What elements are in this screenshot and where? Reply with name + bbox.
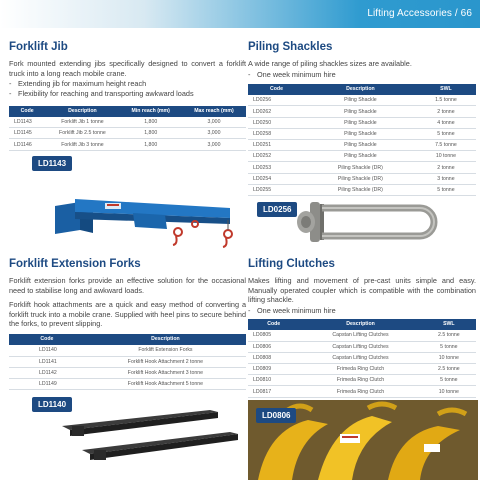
- table-cell: Forklift Hook Attachment 2 tonne: [85, 356, 246, 367]
- table-row: [248, 95, 476, 106]
- table-cell: Capstan Lifting Clutches: [299, 352, 421, 363]
- extension-forks-image: [60, 404, 240, 466]
- bullet-list: [9, 79, 246, 99]
- table-row: [248, 140, 476, 151]
- table-cell: 1,800: [120, 117, 182, 128]
- table-cell: LD1140: [9, 345, 85, 356]
- column-header: Description: [45, 106, 119, 117]
- bullet-item: - One week minimum hire: [248, 306, 476, 316]
- table-cell: Piling Shackle (DR): [305, 162, 416, 173]
- table-cell: LD0810: [248, 375, 299, 386]
- table-cell: LD0805: [248, 330, 299, 341]
- table-cell: 5 tonne: [422, 341, 476, 352]
- table-cell: Forklift Jib 3 tonne: [45, 139, 119, 150]
- table-row: [9, 356, 246, 367]
- table-header-row: [9, 334, 246, 345]
- table-row: [248, 184, 476, 195]
- column-header: Min reach (mm): [120, 106, 182, 117]
- product-code-badge: LD1140: [32, 397, 72, 412]
- extension-forks-section: [9, 258, 246, 390]
- section-title: Lifting Clutches: [248, 258, 335, 270]
- column-header: Max reach (mm): [182, 106, 246, 117]
- table-row: [248, 173, 476, 184]
- table-cell: Frimeda Ring Clutch: [299, 375, 421, 386]
- table-row: [248, 128, 476, 139]
- table-row: [9, 367, 246, 378]
- extension-table: [9, 334, 246, 390]
- table-cell: 1,800: [120, 139, 182, 150]
- table-cell: 1.5 tonne: [416, 95, 476, 106]
- table-row: [9, 379, 246, 390]
- table-cell: Piling Shackle: [305, 151, 416, 162]
- table-cell: LD1143: [9, 117, 45, 128]
- forklift-jib-section: [9, 41, 246, 151]
- table-cell: 3,000: [182, 117, 246, 128]
- column-header: Description: [305, 84, 416, 95]
- table-cell: 2 tonne: [416, 162, 476, 173]
- table-cell: LD0806: [248, 341, 299, 352]
- table-row: [9, 128, 246, 139]
- table-cell: Piling Shackle: [305, 106, 416, 117]
- table-cell: LD1142: [9, 367, 85, 378]
- section-paragraph: Forklift extension forks provide an effective solution for the occasional need to stabilise long and awkward loads.: [9, 276, 246, 295]
- table-cell: LD1145: [9, 128, 45, 139]
- piling-shackles-section: [248, 41, 476, 196]
- table-cell: Piling Shackle (DR): [305, 173, 416, 184]
- section-title: Forklift Extension Forks: [9, 258, 141, 270]
- table-cell: LD0254: [248, 173, 305, 184]
- table-cell: 5 tonne: [416, 184, 476, 195]
- column-header: Code: [9, 334, 85, 345]
- table-cell: LD1146: [9, 139, 45, 150]
- table-cell: Forklift Jib 2.5 tonne: [45, 128, 119, 139]
- shackles-table: [248, 84, 476, 196]
- table-cell: LD0251: [248, 140, 305, 151]
- product-code-badge: LD1143: [32, 156, 72, 171]
- table-cell: Piling Shackle: [305, 95, 416, 106]
- table-cell: Piling Shackle: [305, 117, 416, 128]
- column-header: Description: [85, 334, 246, 345]
- table-row: [248, 162, 476, 173]
- table-cell: Piling Shackle: [305, 128, 416, 139]
- table-cell: Forklift Extension Forks: [85, 345, 246, 356]
- section-title: Piling Shackles: [248, 41, 333, 53]
- product-code-badge: LD0806: [256, 408, 296, 423]
- table-row: [9, 345, 246, 356]
- bullet-item: - Flexibility for reaching and transporting awkward loads: [9, 89, 246, 99]
- table-cell: 2.5 tonne: [422, 364, 476, 375]
- table-header-row: [9, 106, 246, 117]
- table-cell: 3,000: [182, 139, 246, 150]
- table-cell: 1,800: [120, 128, 182, 139]
- bullet-item: - One week minimum hire: [248, 70, 476, 80]
- column-header: Code: [9, 106, 45, 117]
- bullet-list: [248, 70, 476, 80]
- table-cell: 4 tonne: [416, 117, 476, 128]
- table-cell: LD0817: [248, 386, 299, 397]
- bullet-item: - Extending jib for maximum height reach: [9, 79, 246, 89]
- section-paragraph: Fork mounted extending jibs specifically designed to convert a forklift truck into a long reach mobile crane.: [9, 59, 246, 78]
- product-code-badge: LD0256: [257, 202, 297, 217]
- table-cell: Forklift Hook Attachment 5 tonne: [85, 379, 246, 390]
- table-cell: 2 tonne: [416, 106, 476, 117]
- forklift-jib-image: [45, 172, 235, 252]
- section-title: Forklift Jib: [9, 41, 68, 53]
- table-row: [248, 364, 476, 375]
- table-cell: Frimeda Ring Clutch: [299, 364, 421, 375]
- table-header-row: [248, 319, 476, 330]
- table-cell: LD0258: [248, 128, 305, 139]
- table-row: [248, 386, 476, 397]
- table-row: [248, 151, 476, 162]
- table-row: [248, 106, 476, 117]
- table-row: [248, 352, 476, 363]
- table-cell: Piling Shackle (DR): [305, 184, 416, 195]
- clutches-table: [248, 319, 476, 398]
- table-cell: 10 tonne: [422, 352, 476, 363]
- table-cell: LD1141: [9, 356, 85, 367]
- table-cell: LD0808: [248, 352, 299, 363]
- table-header-row: [248, 84, 476, 95]
- table-cell: Capstan Lifting Clutches: [299, 341, 421, 352]
- table-cell: 5 tonne: [416, 128, 476, 139]
- table-row: [9, 117, 246, 128]
- table-cell: Piling Shackle: [305, 140, 416, 151]
- column-header: SWL: [416, 84, 476, 95]
- page-label: Lifting Accessories / 66: [367, 8, 472, 19]
- bullet-list: [248, 306, 476, 316]
- table-cell: LD0809: [248, 364, 299, 375]
- table-cell: 7.5 tonne: [416, 140, 476, 151]
- table-cell: 5 tonne: [422, 375, 476, 386]
- table-cell: Forklift Hook Attachment 3 tonne: [85, 367, 246, 378]
- table-cell: 10 tonne: [416, 151, 476, 162]
- table-cell: LD0255: [248, 184, 305, 195]
- table-cell: 2.5 tonne: [422, 330, 476, 341]
- table-cell: LD1149: [9, 379, 85, 390]
- table-cell: LD0253: [248, 162, 305, 173]
- table-row: [248, 375, 476, 386]
- table-cell: LD0250: [248, 117, 305, 128]
- table-row: [248, 341, 476, 352]
- table-cell: LD0262: [248, 106, 305, 117]
- section-paragraph: Makes lifting and movement of pre-cast units simple and easy. Manually operated coupler which is compatible with the combination lifting shackle.: [248, 276, 476, 305]
- table-cell: Forklift Jib 1 tonne: [45, 117, 119, 128]
- table-cell: LD0252: [248, 151, 305, 162]
- table-cell: 3,000: [182, 128, 246, 139]
- table-row: [248, 330, 476, 341]
- column-header: Description: [299, 319, 421, 330]
- table-cell: 10 tonne: [422, 386, 476, 397]
- table-cell: LD0256: [248, 95, 305, 106]
- table-cell: 3 tonne: [416, 173, 476, 184]
- column-header: Code: [248, 319, 299, 330]
- section-paragraph: Forklift hook attachments are a quick and easy method of converting a forklift truck into a mobile crane. Supplied with heel pins to secure behind the forks, to prevent slipping.: [9, 300, 246, 329]
- page-header-bar: [0, 0, 480, 28]
- table-cell: Frimeda Ring Clutch: [299, 386, 421, 397]
- lifting-clutches-section: [248, 258, 476, 398]
- section-paragraph: A wide range of piling shackles sizes are available.: [248, 59, 412, 68]
- column-header: SWL: [422, 319, 476, 330]
- column-header: Code: [248, 84, 305, 95]
- piling-shackle-image: [292, 196, 452, 248]
- jib-table: [9, 106, 246, 151]
- table-row: [9, 139, 246, 150]
- table-row: [248, 117, 476, 128]
- table-cell: Capstan Lifting Clutches: [299, 330, 421, 341]
